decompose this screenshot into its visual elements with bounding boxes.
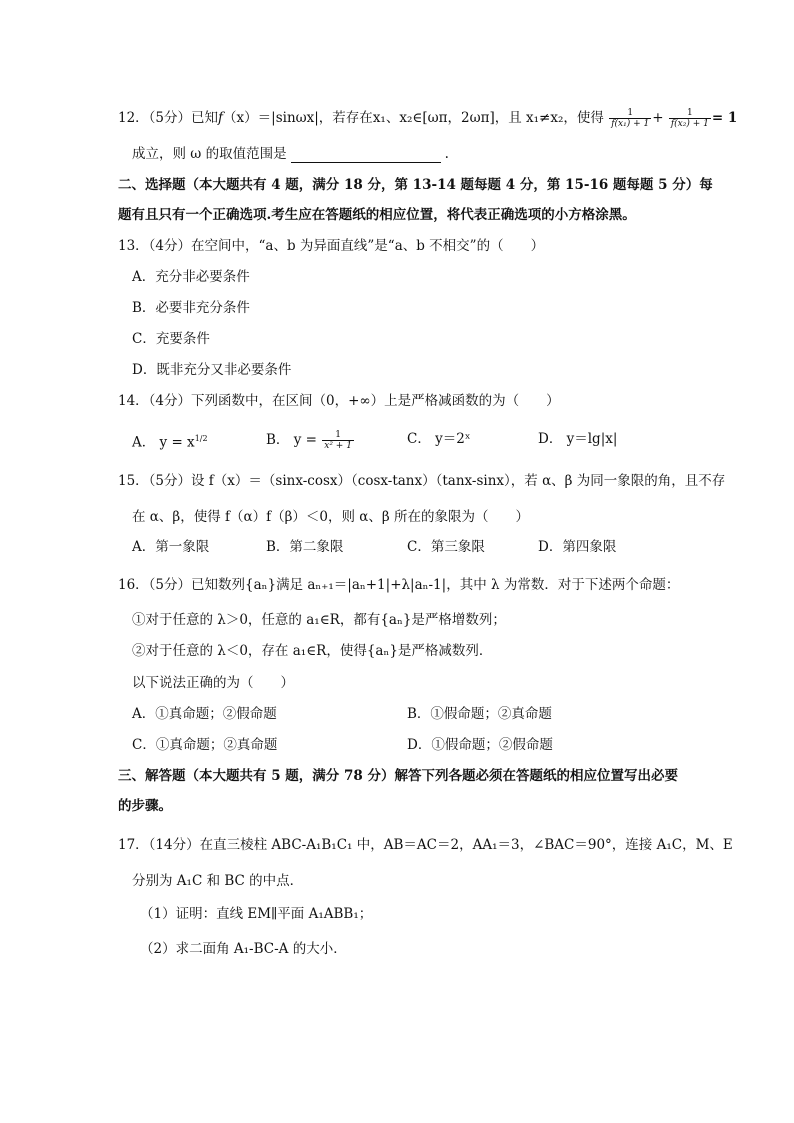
q13-stem: 13．（4分）在空间中，“a、b 为异面直线”是“a、b 不相交”的（ ） — [118, 238, 545, 254]
q13-option-b: B．必要非充分条件 — [132, 300, 250, 316]
q17-subquestion-1: （1）证明：直线 EM∥平面 A₁ABB₁； — [140, 906, 373, 922]
q14-option-a-exponent: 1/2 — [194, 434, 208, 443]
q12-line2-end: . — [444, 146, 449, 162]
q13-option-a: A．充分非必要条件 — [132, 269, 250, 285]
q15-stem-line2: 在 α、β，使得 f（α）f（β）＜0，则 α、β 所在的象限为（ ） — [132, 509, 530, 525]
q12-plus: + — [652, 110, 664, 126]
q14-option-b-num: 1 — [322, 430, 354, 441]
q12-fraction-2 — [669, 108, 711, 129]
q12-line1 — [118, 108, 737, 129]
q15-option-a: A．第一象限 — [132, 539, 210, 555]
q16-ask: 以下说法正确的为（ ） — [132, 675, 294, 691]
q15-stem-line1: 15．（5分）设 f（x）＝（sinx-cosx）（cosx-tanx）（tanx-sinx），若 α、β 为同一象限的角，且不存 — [118, 473, 726, 489]
q17-subquestion-2: （2）求二面角 A₁-BC-A 的大小． — [140, 941, 347, 957]
q14-option-a — [132, 430, 208, 452]
q12-eq: = 1 — [711, 110, 738, 126]
q15-option-c: C．第三象限 — [407, 539, 485, 555]
q15-option-d: D．第四象限 — [538, 539, 617, 555]
section2-header-line2: 题有且只有一个正确选项.考生应在答题纸的相应位置，将代表正确选项的小方格涂黑。 — [118, 207, 636, 223]
section3-header-line1: 三、解答题（本大题共有 5 题，满分 78 分）解答下列各题必须在答题纸的相应位置写出必要 — [118, 768, 678, 784]
q16-option-a: A．①真命题；②假命题 — [132, 706, 277, 722]
q12-fx: f — [218, 110, 224, 126]
q12-frac1-den: f(x₁) + 1 — [611, 119, 650, 129]
q14-option-b — [266, 430, 355, 451]
q14-option-b-fraction — [322, 430, 354, 451]
q12-fraction-1 — [609, 108, 651, 129]
q13-option-c: C．充要条件 — [132, 331, 210, 347]
q14-option-d: D． y＝lg|x| — [538, 431, 618, 447]
q12-line2-text: 成立，则 ω 的取值范围是 — [132, 146, 287, 162]
q12-frac2-num: 1 — [669, 108, 711, 119]
q12-prefix: 12．（5分）已知 — [118, 110, 219, 126]
q16-proposition-2: ②对于任意的 λ＜0，存在 a₁∈R，使得{aₙ}是严格减数列． — [132, 643, 493, 659]
q14-option-b-text: B． y = — [266, 432, 317, 448]
q14-stem: 14．（4分）下列函数中，在区间（0，+∞）上是严格减函数的为（ ） — [118, 393, 560, 409]
section2-header-line1: 二、选择题（本大题共有 4 题，满分 18 分，第 13-14 题每题 4 分，第 15-16 题每题 5 分）每 — [118, 177, 713, 193]
q16-option-b: B．①假命题；②真命题 — [407, 706, 552, 722]
q12-frac2-den: f(x₂) + 1 — [670, 119, 709, 129]
q12-vars: x₁、x₂∈[ωπ，2ωπ]，且 x₁≠x₂，使得 — [372, 110, 604, 126]
q16-option-d: D．①假命题；②假命题 — [407, 737, 553, 753]
q12-line2 — [132, 145, 449, 163]
q12-frac1-num: 1 — [609, 108, 651, 119]
section3-header-line2: 的步骤。 — [118, 798, 172, 814]
q16-option-c: C．①真命题；②真命题 — [132, 737, 278, 753]
q13-option-d: D．既非充分又非必要条件 — [132, 362, 292, 378]
q17-stem-line2: 分别为 A₁C 和 BC 的中点． — [132, 873, 304, 889]
q14-option-c: C． y＝2ˣ — [407, 431, 471, 447]
q14-option-a-text: A． y = x — [132, 434, 195, 451]
q12-mid: （x）＝|sinωx|，若存在 — [223, 110, 373, 126]
q17-stem-line1: 17．（14分）在直三棱柱 ABC-A₁B₁C₁ 中，AB＝AC＝2，AA₁＝3，∠BAC＝90°，连接 A₁C，M、E — [118, 837, 733, 853]
q14-option-b-den: x² + 1 — [324, 441, 352, 451]
q15-option-b: B．第二象限 — [266, 539, 344, 555]
q16-stem: 16．（5分）已知数列{aₙ}满足 aₙ₊₁＝|aₙ+1|+λ|aₙ-1|，其中 λ 为常数．对于下述两个命题： — [118, 577, 680, 593]
q16-proposition-1: ①对于任意的 λ＞0，任意的 a₁∈R，都有{aₙ}是严格增数列； — [132, 612, 506, 628]
q12-answer-blank — [291, 148, 441, 163]
